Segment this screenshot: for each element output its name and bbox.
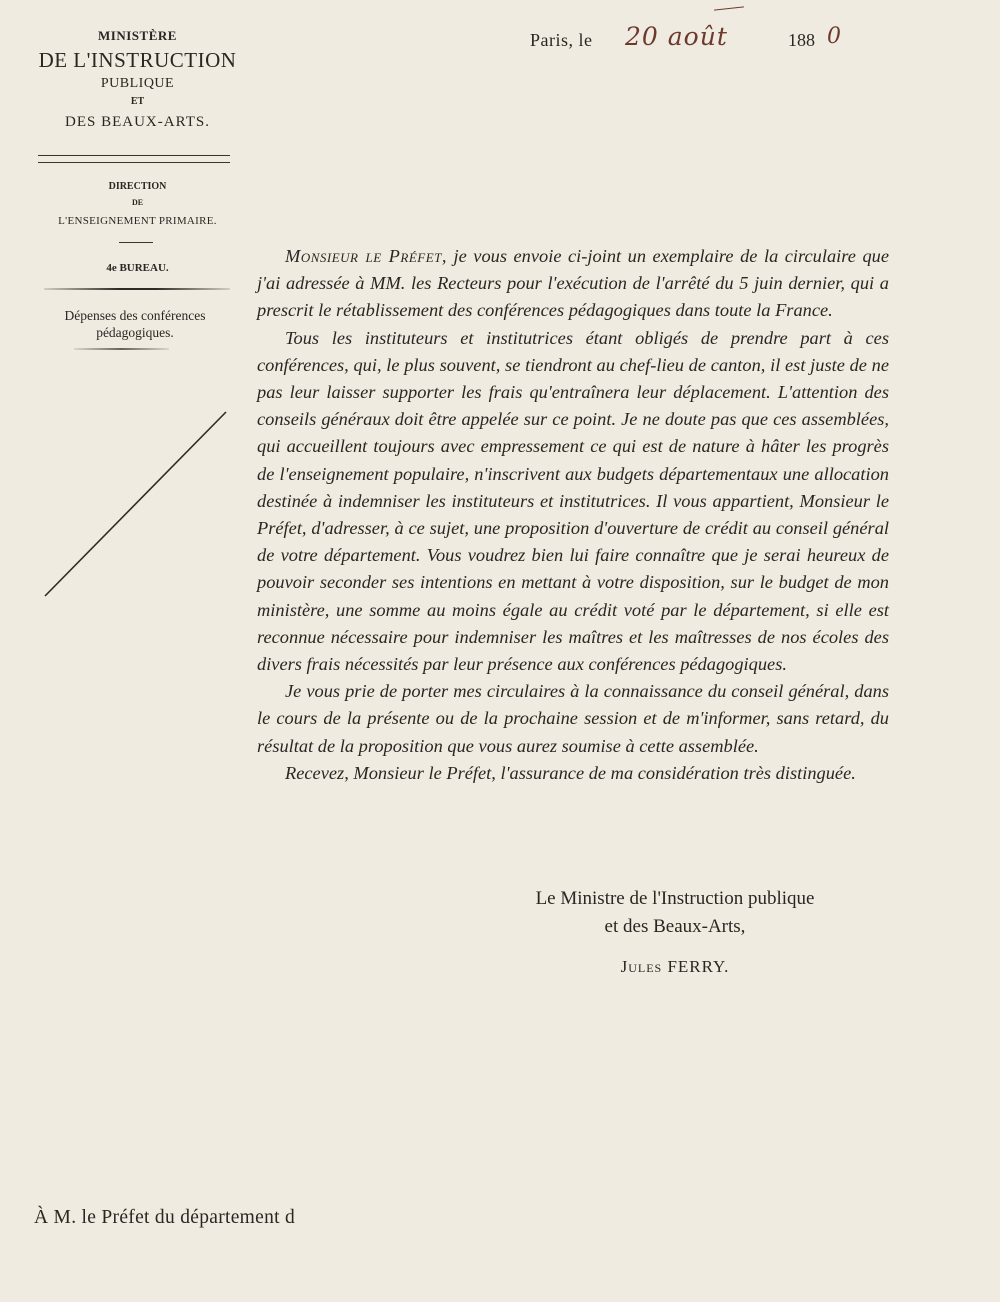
date-year-printed: 188 bbox=[788, 30, 815, 50]
subject-line2: pédagogiques. bbox=[96, 325, 174, 340]
direction-block bbox=[30, 180, 245, 230]
paragraph-1-text: je vous envoie ci-joint un exemplaire de la circulaire que j'ai adressée à MM. les Recteurs pour l'exécution de l'arrêté du 5 juin dernier, qui a prescrit le rétablissement des conférences pédagogiques dans toute la France. bbox=[257, 246, 889, 321]
date-handwritten: 20 août bbox=[625, 22, 728, 51]
paragraph-2: Tous les instituteurs et institutrices étant obligés de prendre part à ces conférences, qui, le plus souvent, se tiendront au chef-lieu de canton, il est juste de ne pas leur laisser supporter les frais qu'entraînera leur déplacement. L'attention des conseils généraux doit être appelée sur ce point. Je ne doute pas que ces assemblées, qui accueillent toujours avec empressement ce qui est de nature à hâter les progrès de l'enseignement populaire, n'inscrivent aux budgets départementaux une allocation destinée à indemniser les instituteurs et institutrices. Il vous appartient, Monsieur le Préfet, d'adresser, à ce sujet, une proposition d'ouverture de crédit au conseil général de votre département. Vous voudrez bien lui faire connaître que je serai heureux de pouvoir seconder ses intentions en mettant à votre disposition, sur le budget de mon ministère, une somme au moins égale au crédit voté par le département, si elle est reconnue nécessaire pour indemniser les maîtres et les maîtresses de nos écoles des divers frais nécessités par leur présence aux conférences pédagogiques. bbox=[257, 327, 889, 675]
signatory-last-name: FERRY. bbox=[667, 957, 730, 976]
diagonal-strike-mark bbox=[40, 408, 230, 603]
direction-line1: DIRECTION bbox=[108, 181, 167, 192]
direction-line3: L'ENSEIGNEMENT PRIMAIRE. bbox=[58, 215, 217, 227]
paragraph-1 bbox=[257, 243, 889, 325]
date-year-handwritten: 0 bbox=[827, 24, 841, 49]
letter-body bbox=[257, 243, 889, 787]
date-line bbox=[530, 22, 860, 60]
signatory-first-name: Jules bbox=[620, 957, 663, 976]
subject-underline bbox=[74, 348, 169, 350]
addressee-line: À M. le Préfet du département d bbox=[34, 1207, 296, 1228]
letterhead-line3: PUBLIQUE bbox=[100, 76, 175, 91]
swell-divider bbox=[44, 288, 230, 290]
signature-line1: Le Ministre de l'Instruction publique bbox=[535, 888, 815, 909]
bureau-label: 4e BUREAU. bbox=[106, 262, 169, 274]
signature-block bbox=[500, 885, 850, 981]
letterhead-line5: DES BEAUX-ARTS. bbox=[65, 114, 210, 130]
double-divider bbox=[38, 155, 230, 163]
signature-line2: et des Beaux-Arts, bbox=[604, 916, 746, 937]
letterhead-line2: DE L'INSTRUCTION bbox=[38, 48, 237, 72]
date-place: Paris, le bbox=[530, 30, 593, 50]
paragraph-4: Recevez, Monsieur le Préfet, l'assurance de ma considération très distinguée. bbox=[285, 762, 856, 783]
direction-line2: DE bbox=[131, 198, 144, 207]
short-divider bbox=[119, 242, 153, 243]
ministry-letterhead bbox=[30, 26, 245, 134]
salutation: Monsieur le Préfet, bbox=[285, 246, 447, 266]
paragraph-3: Je vous prie de porter mes circulaires à la connaissance du conseil général, dans le cours de la présente ou de la prochaine session et de m'informer, sans retard, du résultat de la proposition que vous aurez soumise à cette assemblée. bbox=[257, 681, 889, 756]
letterhead-line1: MINISTÈRE bbox=[98, 28, 177, 43]
subject-block bbox=[50, 307, 220, 341]
subject-line1: Dépenses des conférences bbox=[64, 308, 206, 323]
signatory-name bbox=[500, 953, 850, 981]
handwritten-dash bbox=[714, 6, 744, 10]
letterhead-line4: ET bbox=[130, 96, 145, 107]
